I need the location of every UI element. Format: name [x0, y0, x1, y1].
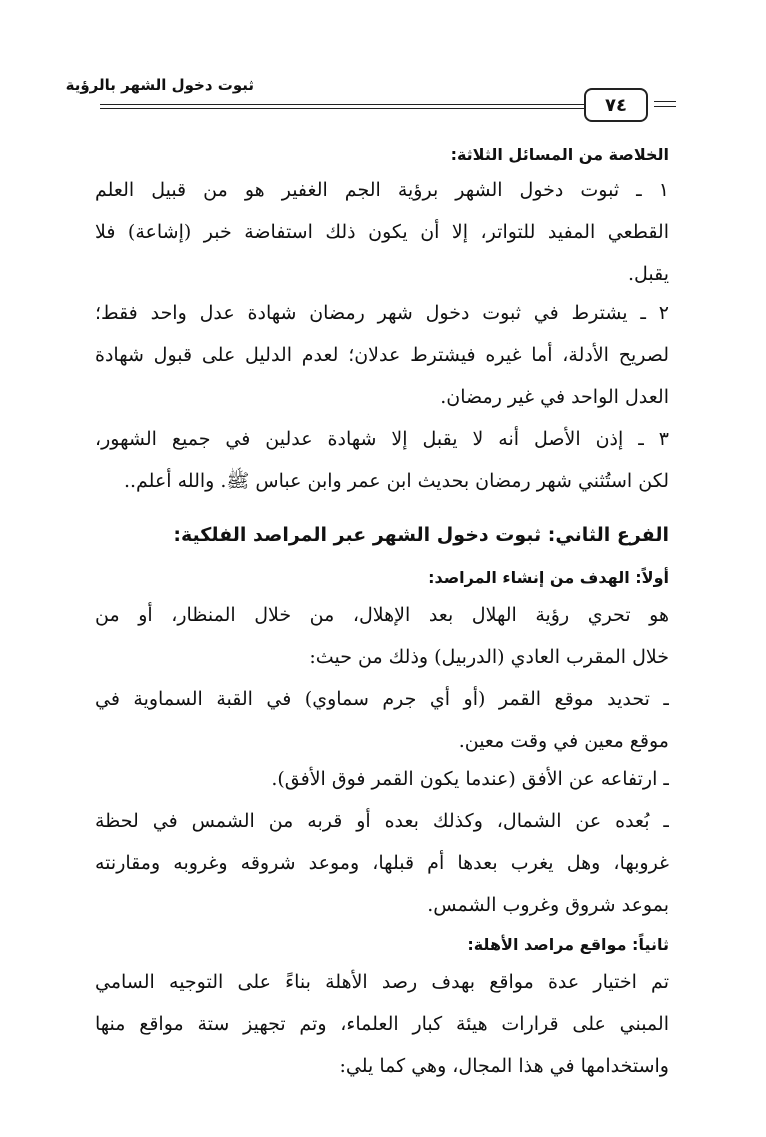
body-line: تم اختيار عدة مواقع بهدف رصد الأهلة بناءً على التوجيه السامي — [95, 971, 669, 993]
second-subheading: ثانياً: مواقع مراصد الأهلة: — [467, 935, 669, 954]
summary-line: ١ ـ ثبوت دخول الشهر برؤية الجم الغفير هو من قبيل العلم — [95, 179, 669, 201]
summary-line: القطعي المفيد للتواتر، إلا أن يكون ذلك استفاضة خبر (إشاعة) فلا — [95, 221, 669, 243]
summary-heading: الخلاصة من المسائل الثلاثة: — [450, 145, 669, 164]
header-rule-top — [100, 104, 620, 105]
running-title: ثبوت دخول الشهر بالرؤية — [65, 76, 254, 94]
first-subheading: أولاً: الهدف من إنشاء المراصد: — [428, 568, 669, 587]
body-line: ـ بُعده عن الشمال، وكذلك بعده أو قربه من الشمس في لحظة — [95, 810, 669, 832]
body-line: ـ تحديد موقع القمر (أو أي جرم سماوي) في القبة السماوية في — [95, 688, 669, 710]
branch-heading: الفرع الثاني: ثبوت دخول الشهر عبر المراصد الفلكية: — [173, 524, 669, 546]
body-line: ـ ارتفاعه عن الأفق (عندما يكون القمر فوق الأفق). — [271, 768, 669, 790]
page-number-ornament — [654, 101, 676, 107]
body-line: واستخدامها في هذا المجال، وهي كما يلي: — [339, 1055, 669, 1077]
body-line: خلال المقرب العادي (الدربيل) وذلك من حيث: — [309, 646, 669, 668]
header-rule-bottom — [100, 108, 620, 109]
body-line: موقع معين في وقت معين. — [458, 730, 669, 752]
summary-line: العدل الواحد في غير رمضان. — [440, 386, 669, 408]
body-line: بموعد شروق وغروب الشمس. — [427, 894, 669, 916]
summary-line: لصريح الأدلة، أما غيره فيشترط عدلان؛ لعدم الدليل على قبول شهادة — [95, 344, 669, 366]
summary-line: يقبل. — [627, 263, 669, 285]
page-number: ٧٤ — [584, 88, 648, 122]
body-line: هو تحري رؤية الهلال بعد الإهلال، من خلال المنظار، أو من — [95, 604, 669, 626]
summary-line: ٣ ـ إذن الأصل أنه لا يقبل إلا شهادة عدلين في جميع الشهور، — [95, 428, 669, 450]
body-line: المبني على قرارات هيئة كبار العلماء، وتم تجهيز ستة مواقع منها — [95, 1013, 669, 1035]
summary-line: لكن استُثني شهر رمضان بحديث ابن عمر وابن عباس ﷺ. والله أعلم.. — [123, 470, 669, 492]
body-line: غروبها، وهل يغرب بعدها أم قبلها، وموعد شروقه وغروبه ومقارنته — [95, 852, 669, 874]
summary-line: ٢ ـ يشترط في ثبوت دخول شهر رمضان شهادة عدل واحد فقط؛ — [95, 302, 669, 324]
